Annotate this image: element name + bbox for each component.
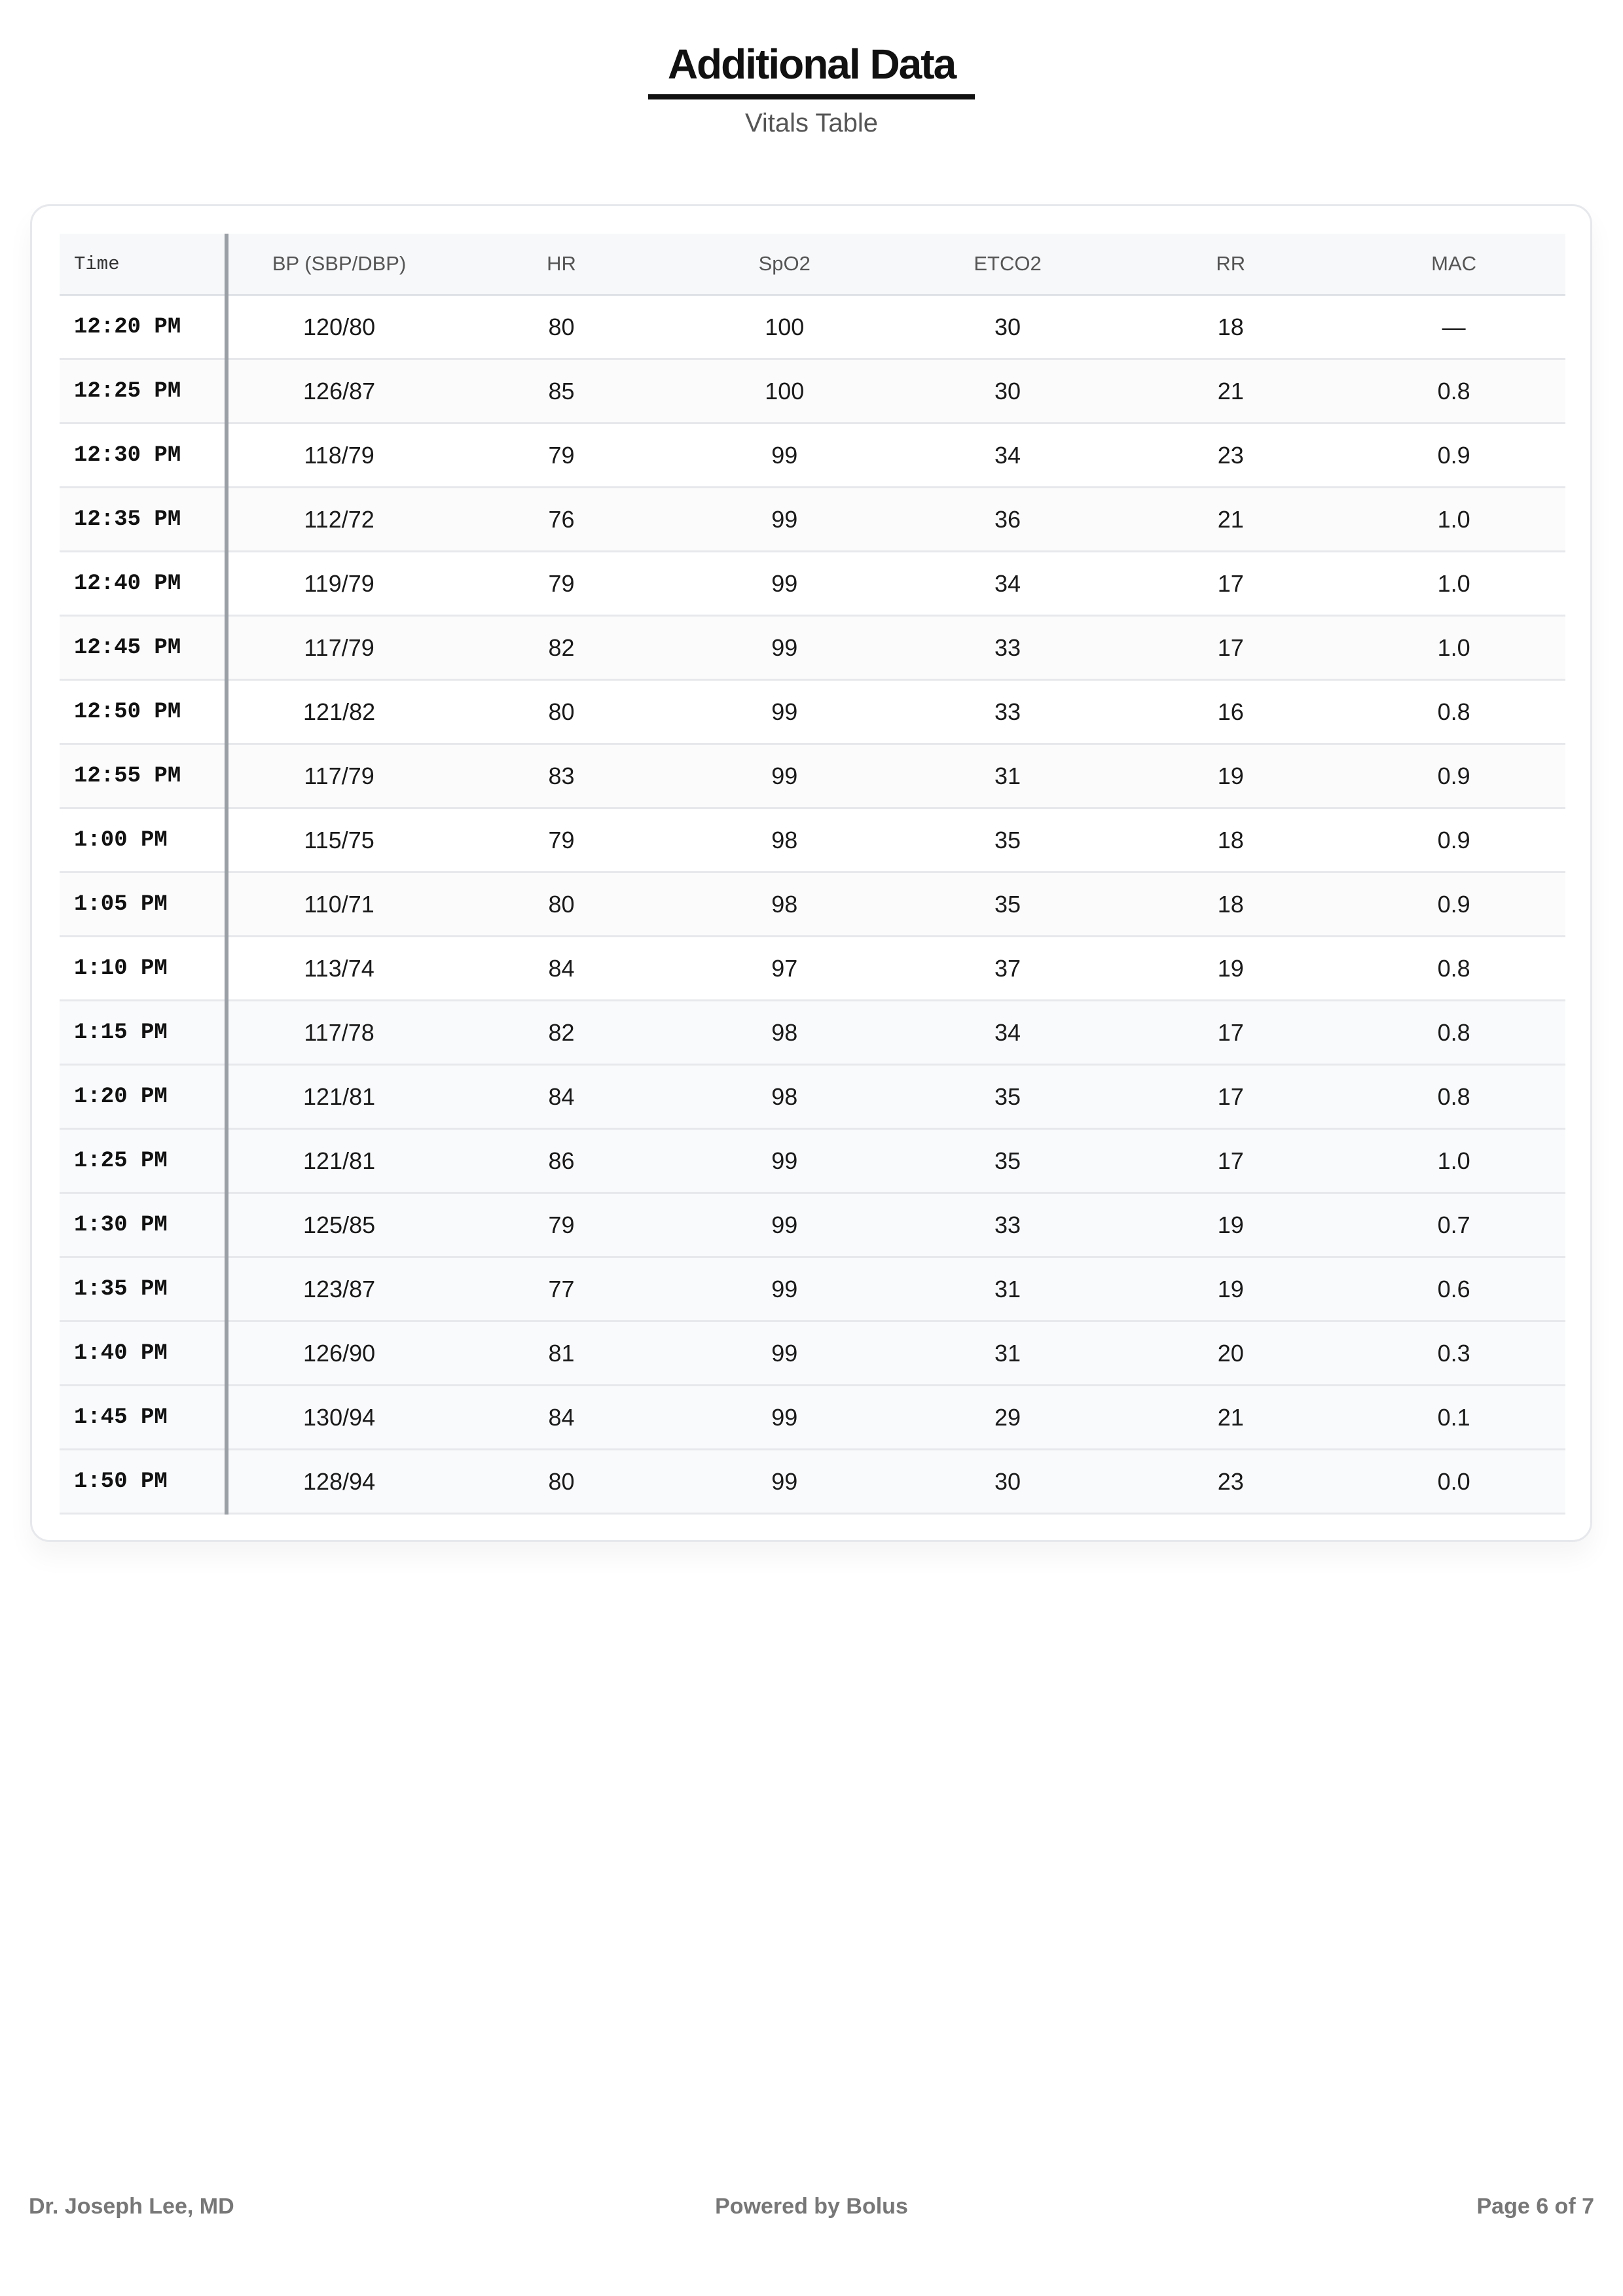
cell-spo2: 99 — [673, 616, 896, 680]
cell-rr: 19 — [1119, 937, 1342, 1001]
cell-bp: 117/79 — [227, 616, 450, 680]
cell-hr: 81 — [450, 1321, 673, 1386]
cell-mac: 0.8 — [1342, 937, 1565, 1001]
cell-bp: 125/85 — [227, 1193, 450, 1257]
cell-etco2: 29 — [896, 1386, 1120, 1450]
cell-time: 12:25 PM — [60, 359, 227, 423]
cell-rr: 18 — [1119, 295, 1342, 359]
cell-spo2: 100 — [673, 295, 896, 359]
cell-time: 1:00 PM — [60, 808, 227, 872]
cell-spo2: 99 — [673, 744, 896, 808]
cell-mac: 1.0 — [1342, 552, 1565, 616]
cell-mac: 0.9 — [1342, 872, 1565, 937]
cell-time: 1:35 PM — [60, 1257, 227, 1321]
cell-bp: 121/81 — [227, 1065, 450, 1129]
cell-hr: 76 — [450, 488, 673, 552]
cell-etco2: 34 — [896, 423, 1120, 488]
column-header-time: Time — [60, 234, 227, 295]
cell-spo2: 98 — [673, 1065, 896, 1129]
cell-etco2: 35 — [896, 1065, 1120, 1129]
cell-hr: 79 — [450, 808, 673, 872]
cell-spo2: 100 — [673, 359, 896, 423]
cell-spo2: 99 — [673, 1193, 896, 1257]
cell-hr: 80 — [450, 872, 673, 937]
cell-time: 1:30 PM — [60, 1193, 227, 1257]
cell-hr: 80 — [450, 680, 673, 744]
table-header-row — [60, 234, 1565, 295]
cell-bp: 113/74 — [227, 937, 450, 1001]
cell-etco2: 33 — [896, 680, 1120, 744]
cell-mac: 0.3 — [1342, 1321, 1565, 1386]
page-footer — [29, 2194, 1594, 2227]
cell-hr: 80 — [450, 1450, 673, 1514]
cell-time: 12:20 PM — [60, 295, 227, 359]
cell-mac: 0.8 — [1342, 1065, 1565, 1129]
cell-hr: 84 — [450, 1386, 673, 1450]
cell-time: 1:10 PM — [60, 937, 227, 1001]
table-row — [60, 423, 1565, 488]
cell-spo2: 98 — [673, 808, 896, 872]
table-row — [60, 616, 1565, 680]
cell-mac: 0.0 — [1342, 1450, 1565, 1514]
cell-spo2: 99 — [673, 1257, 896, 1321]
cell-etco2: 37 — [896, 937, 1120, 1001]
cell-rr: 18 — [1119, 872, 1342, 937]
cell-etco2: 30 — [896, 1450, 1120, 1514]
cell-hr: 85 — [450, 359, 673, 423]
table-body — [60, 295, 1565, 1514]
cell-spo2: 98 — [673, 872, 896, 937]
cell-rr: 17 — [1119, 552, 1342, 616]
cell-time: 12:45 PM — [60, 616, 227, 680]
page-header — [0, 41, 1623, 138]
cell-time: 12:55 PM — [60, 744, 227, 808]
cell-spo2: 98 — [673, 1001, 896, 1065]
cell-bp: 128/94 — [227, 1450, 450, 1514]
cell-bp: 119/79 — [227, 552, 450, 616]
cell-bp: 117/78 — [227, 1001, 450, 1065]
table-row — [60, 937, 1565, 1001]
table-row — [60, 1193, 1565, 1257]
cell-etco2: 31 — [896, 1257, 1120, 1321]
cell-spo2: 99 — [673, 1450, 896, 1514]
cell-etco2: 35 — [896, 872, 1120, 937]
cell-bp: 117/79 — [227, 744, 450, 808]
column-header-hr: HR — [450, 234, 673, 295]
column-header-rr: RR — [1119, 234, 1342, 295]
table-row — [60, 1129, 1565, 1193]
cell-rr: 21 — [1119, 1386, 1342, 1450]
table-row — [60, 872, 1565, 937]
cell-bp: 126/87 — [227, 359, 450, 423]
cell-etco2: 34 — [896, 1001, 1120, 1065]
cell-mac: 0.8 — [1342, 680, 1565, 744]
cell-mac: 0.7 — [1342, 1193, 1565, 1257]
page-title: Additional Data — [648, 41, 975, 99]
cell-time: 12:30 PM — [60, 423, 227, 488]
cell-bp: 121/82 — [227, 680, 450, 744]
cell-bp: 110/71 — [227, 872, 450, 937]
cell-etco2: 35 — [896, 1129, 1120, 1193]
footer-powered-by: Powered by Bolus — [715, 2194, 908, 2219]
cell-bp: 121/81 — [227, 1129, 450, 1193]
cell-spo2: 99 — [673, 680, 896, 744]
cell-hr: 82 — [450, 1001, 673, 1065]
cell-time: 12:50 PM — [60, 680, 227, 744]
table-row — [60, 488, 1565, 552]
cell-etco2: 34 — [896, 552, 1120, 616]
table-row — [60, 1257, 1565, 1321]
cell-mac: 0.1 — [1342, 1386, 1565, 1450]
cell-mac: 1.0 — [1342, 1129, 1565, 1193]
cell-rr: 16 — [1119, 680, 1342, 744]
cell-time: 1:40 PM — [60, 1321, 227, 1386]
cell-etco2: 31 — [896, 744, 1120, 808]
table-row — [60, 552, 1565, 616]
cell-mac: — — [1342, 295, 1565, 359]
table-row — [60, 808, 1565, 872]
cell-time: 1:45 PM — [60, 1386, 227, 1450]
cell-mac: 0.9 — [1342, 808, 1565, 872]
cell-spo2: 99 — [673, 552, 896, 616]
cell-mac: 0.9 — [1342, 423, 1565, 488]
table-row — [60, 1065, 1565, 1129]
cell-bp: 130/94 — [227, 1386, 450, 1450]
cell-rr: 17 — [1119, 1001, 1342, 1065]
cell-spo2: 97 — [673, 937, 896, 1001]
cell-spo2: 99 — [673, 1321, 896, 1386]
cell-rr: 17 — [1119, 1129, 1342, 1193]
cell-time: 12:35 PM — [60, 488, 227, 552]
footer-physician: Dr. Joseph Lee, MD — [29, 2194, 234, 2219]
cell-hr: 79 — [450, 423, 673, 488]
cell-etco2: 31 — [896, 1321, 1120, 1386]
cell-rr: 21 — [1119, 359, 1342, 423]
cell-hr: 80 — [450, 295, 673, 359]
table-row — [60, 1001, 1565, 1065]
cell-hr: 86 — [450, 1129, 673, 1193]
cell-hr: 79 — [450, 1193, 673, 1257]
cell-etco2: 30 — [896, 359, 1120, 423]
cell-spo2: 99 — [673, 423, 896, 488]
cell-hr: 83 — [450, 744, 673, 808]
cell-spo2: 99 — [673, 1129, 896, 1193]
cell-hr: 79 — [450, 552, 673, 616]
cell-mac: 0.8 — [1342, 359, 1565, 423]
vitals-table — [60, 234, 1565, 1515]
cell-etco2: 30 — [896, 295, 1120, 359]
column-header-bp: BP (SBP/DBP) — [227, 234, 450, 295]
page-subtitle: Vitals Table — [744, 108, 879, 137]
cell-time: 1:25 PM — [60, 1129, 227, 1193]
table-row — [60, 1386, 1565, 1450]
footer-page-number: Page 6 of 7 — [1476, 2194, 1594, 2219]
table-row — [60, 295, 1565, 359]
table-row — [60, 1321, 1565, 1386]
cell-rr: 19 — [1119, 1257, 1342, 1321]
cell-rr: 19 — [1119, 744, 1342, 808]
cell-rr: 17 — [1119, 616, 1342, 680]
column-header-etco2: ETCO2 — [896, 234, 1120, 295]
cell-rr: 20 — [1119, 1321, 1342, 1386]
cell-etco2: 35 — [896, 808, 1120, 872]
cell-bp: 120/80 — [227, 295, 450, 359]
cell-time: 1:05 PM — [60, 872, 227, 937]
cell-etco2: 36 — [896, 488, 1120, 552]
cell-mac: 0.9 — [1342, 744, 1565, 808]
cell-mac: 0.6 — [1342, 1257, 1565, 1321]
table-row — [60, 680, 1565, 744]
cell-mac: 1.0 — [1342, 488, 1565, 552]
cell-time: 1:20 PM — [60, 1065, 227, 1129]
table-row — [60, 1450, 1565, 1514]
table-row — [60, 359, 1565, 423]
cell-mac: 0.8 — [1342, 1001, 1565, 1065]
cell-etco2: 33 — [896, 1193, 1120, 1257]
table-row — [60, 744, 1565, 808]
cell-rr: 19 — [1119, 1193, 1342, 1257]
cell-time: 1:50 PM — [60, 1450, 227, 1514]
cell-etco2: 33 — [896, 616, 1120, 680]
cell-time: 12:40 PM — [60, 552, 227, 616]
cell-spo2: 99 — [673, 1386, 896, 1450]
column-header-spo2: SpO2 — [673, 234, 896, 295]
column-header-mac: MAC — [1342, 234, 1565, 295]
cell-bp: 115/75 — [227, 808, 450, 872]
cell-hr: 84 — [450, 937, 673, 1001]
cell-rr: 17 — [1119, 1065, 1342, 1129]
cell-hr: 82 — [450, 616, 673, 680]
cell-bp: 112/72 — [227, 488, 450, 552]
cell-spo2: 99 — [673, 488, 896, 552]
cell-rr: 21 — [1119, 488, 1342, 552]
cell-rr: 23 — [1119, 423, 1342, 488]
cell-bp: 118/79 — [227, 423, 450, 488]
cell-time: 1:15 PM — [60, 1001, 227, 1065]
cell-rr: 18 — [1119, 808, 1342, 872]
cell-rr: 23 — [1119, 1450, 1342, 1514]
cell-bp: 126/90 — [227, 1321, 450, 1386]
cell-hr: 84 — [450, 1065, 673, 1129]
cell-hr: 77 — [450, 1257, 673, 1321]
cell-mac: 1.0 — [1342, 616, 1565, 680]
cell-bp: 123/87 — [227, 1257, 450, 1321]
vitals-table-card — [30, 204, 1592, 1542]
